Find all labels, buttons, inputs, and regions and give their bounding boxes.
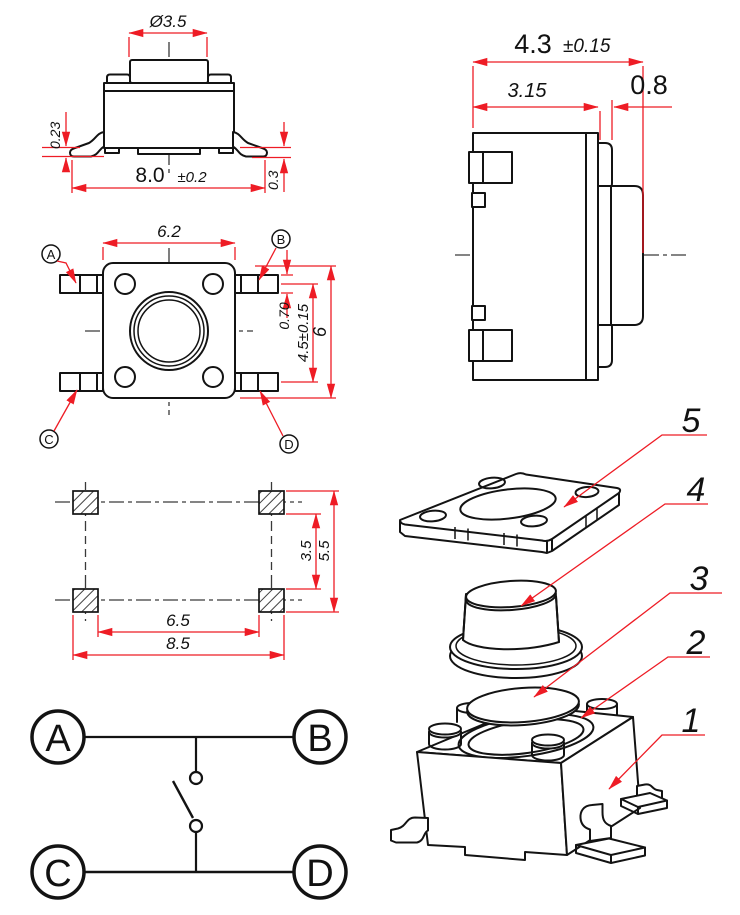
schematic-view: [32, 711, 346, 898]
dim-body-height: 3.15: [507, 80, 547, 102]
dim-lead-thickness: 0.23: [47, 121, 63, 149]
housing-post: [532, 735, 564, 746]
dim-overall-height: 4.3: [514, 29, 552, 59]
part-number-1: 1: [681, 702, 701, 740]
dim-cap-height: 0.8: [630, 70, 668, 100]
gull-wing-lead: [233, 132, 267, 157]
front-side-view: [42, 12, 291, 193]
dim-body-depth: 6: [310, 326, 330, 338]
solder-pad: [259, 589, 284, 612]
housing-front-face: [417, 752, 567, 860]
bottom-tab: [138, 148, 200, 154]
dim-lead-width: 0.70: [276, 302, 292, 330]
pin-label-b: B: [276, 232, 286, 247]
dim-pad-gap-vertical: 3.5: [298, 540, 315, 562]
solder-pad: [73, 491, 98, 514]
part-number-2: 2: [686, 624, 706, 662]
body-notch: [472, 306, 485, 320]
part-number-3: 3: [689, 560, 709, 598]
schematic-pin-c: C: [44, 853, 72, 895]
dim-lead-pitch: 4.5±0.15: [295, 303, 312, 363]
dim-toe-height: 0.3: [265, 170, 281, 190]
contact-dot: [190, 772, 202, 784]
exploded-view: [391, 402, 722, 863]
switch-body: [104, 91, 234, 148]
part-number-4: 4: [686, 471, 706, 509]
schematic-pin-a: A: [45, 718, 71, 760]
dim-overall-width-tol: ±0.2: [177, 169, 207, 186]
dim-pad-span-vertical: 5.5: [316, 540, 333, 562]
dim-overall-height-tol: ±0.15: [563, 36, 611, 57]
dim-overall-width: 8.0: [135, 164, 165, 187]
part-plunger: [450, 578, 582, 678]
gull-wing-lead: [70, 132, 104, 157]
solder-pad: [73, 589, 98, 612]
schematic-pin-terminals: [32, 711, 346, 898]
land-pattern-view: [55, 482, 339, 660]
pin-label-a: A: [46, 247, 56, 262]
schematic-pin-b: B: [307, 718, 333, 760]
cover-clip: [598, 320, 612, 367]
pin-label-c: C: [44, 432, 54, 447]
contact-dot: [190, 820, 202, 832]
shoulder-bump: [107, 75, 130, 84]
switch-body-top: [103, 263, 235, 398]
dim-body-width: 6.2: [157, 222, 181, 241]
part-cover-plate: [400, 473, 620, 553]
top-view: [40, 222, 336, 453]
cover-clip: [598, 143, 612, 190]
shoulder-bump: [208, 75, 231, 84]
part-number-5: 5: [681, 402, 701, 440]
dim-pad-span-horizontal: 8.5: [166, 634, 190, 653]
dim-pad-gap-horizontal: 6.5: [166, 611, 190, 630]
gull-wing-foot: [391, 818, 428, 843]
dim-button-diameter: Ø3.5: [149, 12, 187, 31]
pin-label-d: D: [284, 437, 294, 452]
terminal: [469, 330, 512, 361]
terminal: [469, 152, 512, 183]
body-notch: [472, 193, 485, 207]
right-side-view: [455, 29, 690, 380]
solder-pad: [259, 491, 284, 514]
housing-post: [429, 724, 461, 735]
switch-button: [130, 60, 208, 83]
bottom-tab: [219, 148, 233, 153]
cover-plate-edge: [104, 83, 234, 91]
switch-lever: [173, 781, 193, 818]
schematic-pin-d: D: [306, 853, 334, 895]
bottom-tab: [105, 148, 119, 153]
switch-button-side: [598, 186, 643, 325]
